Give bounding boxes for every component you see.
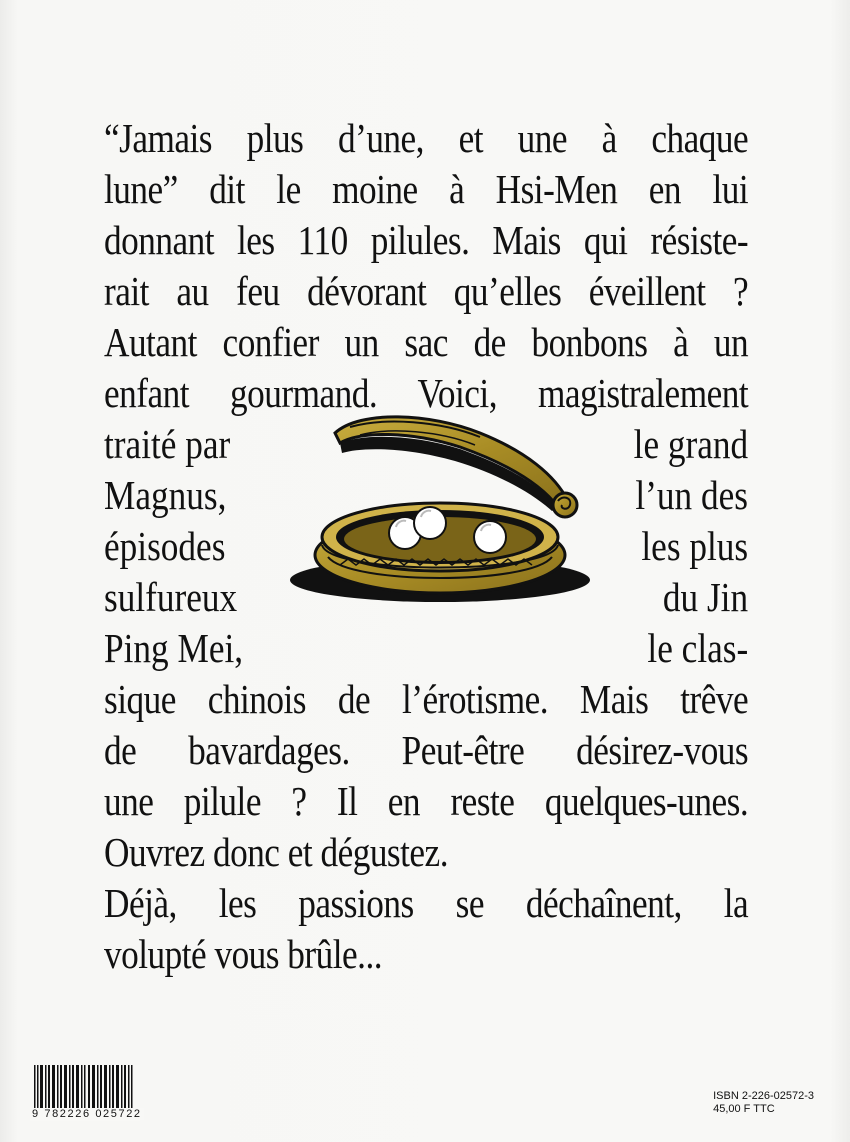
blurb-line: volupté vous brûle... [104, 931, 383, 977]
hinge [553, 493, 577, 517]
blurb-line: Autant confier un sac de bonbons à un [104, 319, 749, 365]
blurb-line: Ouvrez donc et dégustez. [104, 829, 448, 875]
blurb-wrap-right: le grand [633, 421, 748, 467]
price: 45,00 F TTC [713, 1103, 775, 1115]
pill-box-icon [290, 405, 610, 605]
blurb-wrap-right: les plus [641, 523, 748, 569]
lid [335, 417, 568, 511]
blurb-line: lune” dit le moine à Hsi-Men en lui [104, 166, 749, 212]
blurb-line: une pilule ? Il en reste quelques-unes. [104, 778, 749, 824]
blurb-line: de bavardages. Peut-être désirez-vous [104, 727, 749, 773]
isbn-number: ISBN 2-226-02572-3 [713, 1090, 814, 1102]
blurb-line: sique chinois de l’érotisme. Mais trêve [104, 676, 749, 722]
barcode-number: 9 782226 025722 [32, 1108, 142, 1120]
blurb-line: rait au feu dévorant qu’elles éveillent ? [104, 268, 749, 314]
blurb-wrap-right: du Jin [662, 574, 748, 620]
blurb-wrap-right: l’un des [635, 472, 748, 518]
blurb-wrap-right: le clas- [647, 625, 748, 671]
blurb-wrap-left: épisodes [104, 523, 226, 569]
blurb-wrap-left: traité par [104, 421, 231, 467]
isbn-block [713, 1090, 814, 1116]
blurb-wrap-left: sulfureux [104, 574, 238, 620]
blurb-wrap-left: Magnus, [104, 472, 227, 518]
blurb-line: enfant gourmand. Voici, magistralement [104, 370, 749, 416]
blurb-line: Déjà, les passions se déchaînent, la [104, 880, 749, 926]
blurb-wrap-left: Ping Mei, [104, 625, 244, 671]
blurb-line: donnant les 110 pilules. Mais qui résiste- [104, 217, 749, 263]
blurb-line: “Jamais plus d’une, et une à chaque [104, 115, 749, 161]
